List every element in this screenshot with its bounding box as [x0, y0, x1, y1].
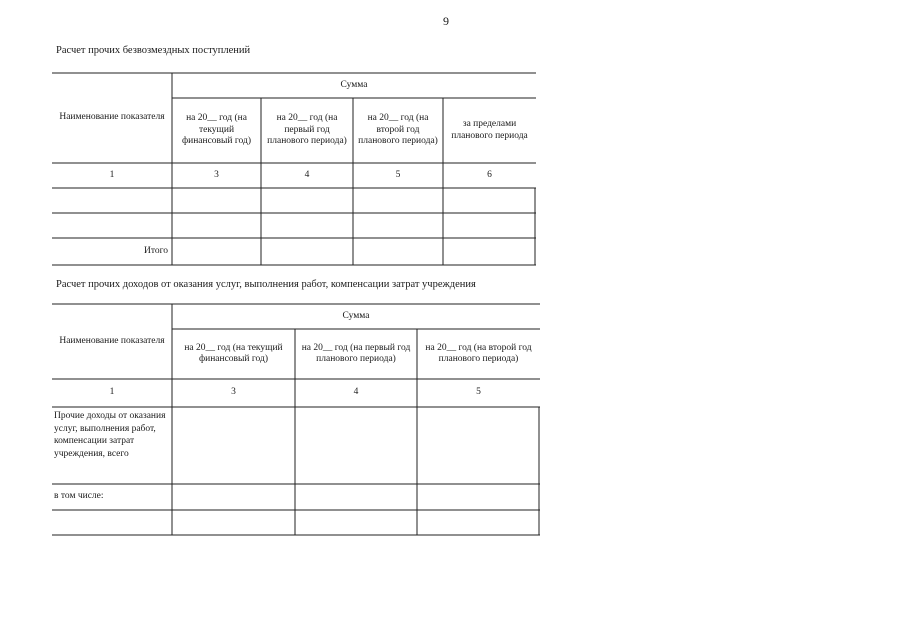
table1-number-cell: 1: [109, 169, 115, 180]
table1-header-col-second: на 20__ год (на второй год планового периода): [358, 113, 438, 147]
table1-header-sum: Сумма: [340, 79, 368, 90]
table2-title: Расчет прочих доходов от оказания услуг, выполнения работ, компенсации затрат учреждения: [56, 279, 476, 290]
table2-number-cell: 5: [476, 387, 481, 398]
table2-header-col-current: на 20__ год (на текущий финансовый год): [184, 342, 283, 364]
table2-header-sum: Сумма: [342, 310, 370, 321]
table2-header-col-second: на 20__ год (на второй год планового периода): [425, 342, 532, 364]
table1-header-col-first: на 20__ год (на первый год планового периода): [267, 113, 347, 147]
page-number: 9: [443, 14, 449, 28]
table1-number-cell: 6: [487, 169, 492, 180]
table2-header-col-first: на 20__ год (на первый год планового периода): [301, 342, 411, 364]
table2-row-including-label: в том числе:: [54, 491, 104, 502]
table2-number-cell: 4: [353, 387, 359, 398]
table1-number-cell: 5: [395, 169, 401, 180]
table1-title: Расчет прочих безвозмездных поступлений: [56, 45, 251, 56]
table2-number-cell: 3: [231, 387, 236, 398]
table2-row-total-label: Прочие доходы от оказания услуг, выполнения работ, компенсации затрат учреждения, всего: [54, 411, 166, 459]
table1-header-col-beyond: за пределами планового периода: [451, 119, 528, 141]
table1-total-label: Итого: [143, 245, 168, 256]
table1: [52, 72, 542, 268]
table2: [52, 303, 544, 539]
table1-number-cell: 4: [304, 169, 310, 180]
table1-header-col-current: на 20__ год (на текущий финансовый год): [181, 113, 252, 147]
table2-number-cell: 1: [109, 387, 115, 398]
table1-header-indicator: Наименование показателя: [59, 112, 165, 123]
table2-header-indicator: Наименование показателя: [59, 335, 165, 346]
table1-number-cell: 3: [214, 169, 219, 180]
